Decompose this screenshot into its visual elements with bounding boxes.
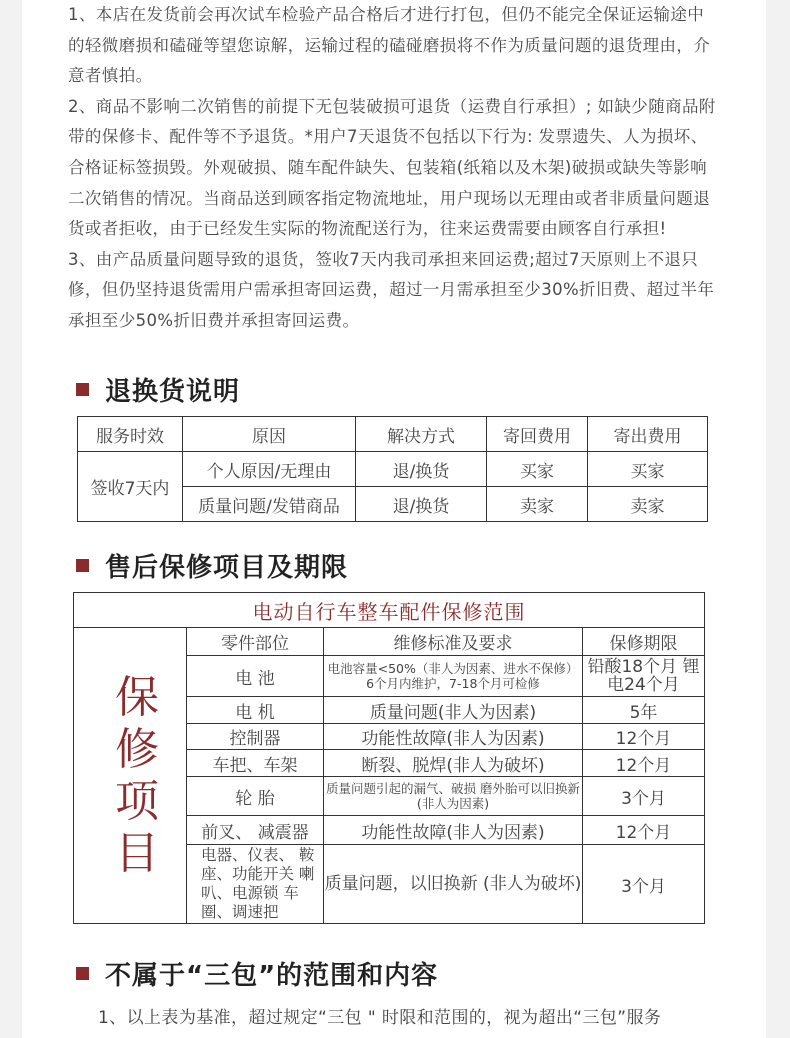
policy-paragraph-2: 2、商品不影响二次销售的前提下无包装破损可退货（运费自行承担）; 如缺少随商品附带的保修卡、配件等不予退货。*用户7天退货不包括以下行为: 发票遗失、人为损坏、合格证标签损毁。外观破损、随车配件缺失、包装箱(纸箱以及木架)破损或缺失等影响二次销售的情况。当商品送到顾客指定物流地址，用户现场以无理由或者非质量问题退货或者拒收，由于已经发生实际的物流配送行为，往来运费需要由顾客自行承担! (68, 96, 716, 239)
standard-cell: 断裂、脱焊(非人为破坏) (324, 750, 583, 777)
period-cell: 12个月 (583, 750, 705, 777)
period-cell: 铅酸18个月 锂电24个月 (583, 656, 705, 697)
header-cell: 寄回费用 (487, 417, 588, 452)
header-cell: 零件部位 (187, 628, 324, 656)
period-cell: 5年 (583, 697, 705, 724)
section-marker (76, 383, 89, 396)
part-cell: 电器、仪表、 鞍座、功能开关 喇叭、电源锁 车圈、调速把 (187, 845, 324, 924)
standard-cell: 功能性故障(非人为因素) (324, 816, 583, 845)
table-cell: 卖家 (487, 487, 588, 522)
table-cell: 退/换货 (356, 487, 487, 522)
warranty-side-label: 保修项目 (115, 671, 159, 879)
warranty-caption: 电动自行车整车配件保修范围 (74, 593, 705, 628)
table-cell: 退/换货 (356, 452, 487, 487)
standard-cell: 功能性故障(非人为因素) (324, 724, 583, 750)
header-cell: 保修期限 (583, 628, 705, 656)
part-cell: 前叉、 减震器 (187, 816, 324, 845)
policy-paragraph-1: 1、本店在发货前会再次试车检验产品合格后才进行打包，但仍不能完全保证运输途中的轻微磨损和磕碰等望您谅解，运输过程的磕碰磨损将不作为质量问题的退货理由，介意者慎拍。 (68, 5, 711, 86)
part-cell: 轮 胎 (187, 777, 324, 816)
section-title-text: 不属于“三包”的范围和内容 (105, 961, 439, 991)
standard-cell: 电池容量<50%（非人为因素、进水不保修）6个月内维护，7-18个月可检修 (324, 656, 583, 697)
warranty-table (73, 592, 705, 924)
header-cell: 服务时效 (78, 417, 183, 452)
part-cell: 控制器 (187, 724, 324, 750)
table-cell: 个人原因/无理由 (183, 452, 356, 487)
standard-cell: 质量问题(非人为因素) (324, 697, 583, 724)
exclusions-note: 1、以上表为基准，超过规定“三包 " 时限和范围的，视为超出“三包”服务 (98, 1008, 662, 1028)
part-cell: 车把、车架 (187, 750, 324, 777)
standard-cell: 质量问题，以旧换新 (非人为破坏) (324, 845, 583, 924)
period-cell: 12个月 (583, 816, 705, 845)
policy-paragraphs (68, 0, 718, 337)
table-cell: 买家 (588, 452, 708, 487)
period-cell: 3个月 (583, 845, 705, 924)
part-cell: 电 机 (187, 697, 324, 724)
policy-paragraph-3: 3、由产品质量问题导致的退货，签收7天内我司承担来回运费;超过7天原则上不退只修，但仍坚持退货需用户需承担寄回运费，超过一月需承担至少30%折旧费、超过半年承担至少50%折旧费并承担寄回运费。 (68, 249, 715, 330)
part-cell: 电 池 (187, 656, 324, 697)
header-cell: 寄出费用 (588, 417, 708, 452)
section-marker (76, 559, 89, 572)
section-title-text: 售后保修项目及期限 (105, 553, 349, 583)
section-title-text: 退换货说明 (105, 377, 241, 407)
header-cell: 解决方式 (356, 417, 487, 452)
section-title-exclusions (76, 955, 438, 992)
table-cell: 卖家 (588, 487, 708, 522)
period-cell: 12个月 (583, 724, 705, 750)
section-title-returns (76, 371, 240, 408)
table-cell: 买家 (487, 452, 588, 487)
period-cell: 3个月 (583, 777, 705, 816)
period-cell: 签收7天内 (78, 452, 183, 522)
section-title-warranty (76, 547, 348, 584)
standard-cell: 质量问题引起的漏气、破损 磨外胎可以旧换新(非人为因素) (324, 777, 583, 816)
return-policy-table (77, 416, 708, 522)
header-cell: 原因 (183, 417, 356, 452)
warranty-side-cell (74, 628, 187, 924)
section-marker (76, 967, 89, 980)
header-cell: 维修标准及要求 (324, 628, 583, 656)
table-cell: 质量问题/发错商品 (183, 487, 356, 522)
